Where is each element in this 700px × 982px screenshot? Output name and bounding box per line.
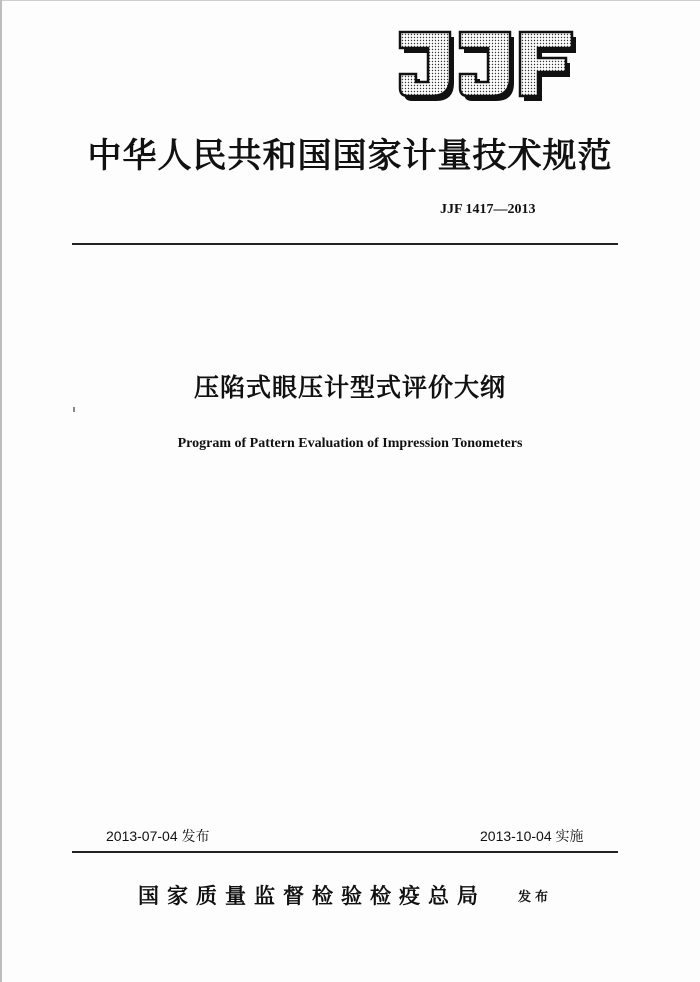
scan-speck [73,407,75,412]
top-divider [72,243,618,245]
issuer-title: 中华人民共和国国家计量技术规范 [87,136,613,176]
chinese-title: 压陷式眼压计型式评价大纲 [193,373,506,402]
bottom-divider [72,851,618,853]
jjf-logo-graphic [398,30,578,104]
issue-date: 2013-07-04 发布 [106,828,210,844]
footer-issuer: 国家质量监督检验检疫总局 [138,884,486,908]
jjf-logo [398,30,578,104]
document-number: JJF 1417—2013 [440,202,536,217]
implementation-date: 2013-10-04 实施 [480,828,584,844]
page-left-edge [0,0,2,982]
footer-issued-by: 发布 [518,890,553,905]
page-top-edge [0,0,700,1]
english-title: Program of Pattern Evaluation of Impression Tonometers [177,436,523,451]
